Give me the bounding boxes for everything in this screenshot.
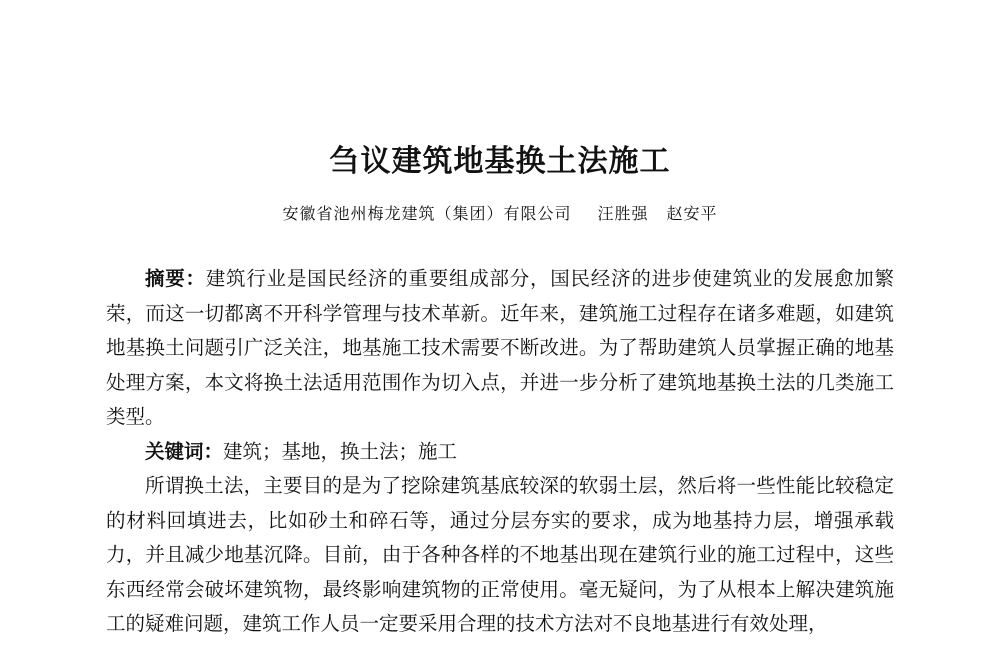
byline [0,201,1000,224]
keywords-text: 建筑；基地，换土法；施工 [223,439,458,463]
affiliation: 安徽省池州梅龙建筑（集团）有限公司 [282,204,572,223]
abstract-label: 摘要： [145,267,206,290]
abstract-text: 建筑行业是国民经济的重要组成部分，国民经济的进步使建筑业的发展愈加繁荣，而这一切都离不开科学管理与技术革新。近年来，建筑施工过程存在诸多难题，如建筑地基换土问题引广泛关注，地基施工技术需要不断改进。为了帮助建筑人员掌握正确的地基处理方案，本文将换土法适用范围作为切入点，并进一步分析了建筑地基换土法的几类施工类型。 [106,267,894,428]
abstract-paragraph [106,262,894,435]
author-name: 赵安平 [666,204,718,223]
paper-body [106,262,894,642]
author-name: 汪胜强 [597,204,649,223]
paper-title: 刍议建筑地基换土法施工 [329,144,671,179]
keywords-paragraph [106,435,894,470]
intro-paragraph: 所谓换土法，主要目的是为了挖除建筑基底较深的软弱土层，然后将一些性能比较稳定的材料回填进去，比如砂土和碎石等，通过分层夯实的要求，成为地基持力层，增强承载力，并且减少地基沉降。目前，由于各种各样的不地基出现在建筑行业的施工过程中，这些东西经常会破坏建筑物，最终影响建筑物的正常使用。毫无疑问，为了从根本上解决建筑施工的疑难问题，建筑工作人员一定要采用合理的技术方法对不良地基进行有效处理， [106,474,894,635]
keywords-label: 关键词： [145,439,224,463]
